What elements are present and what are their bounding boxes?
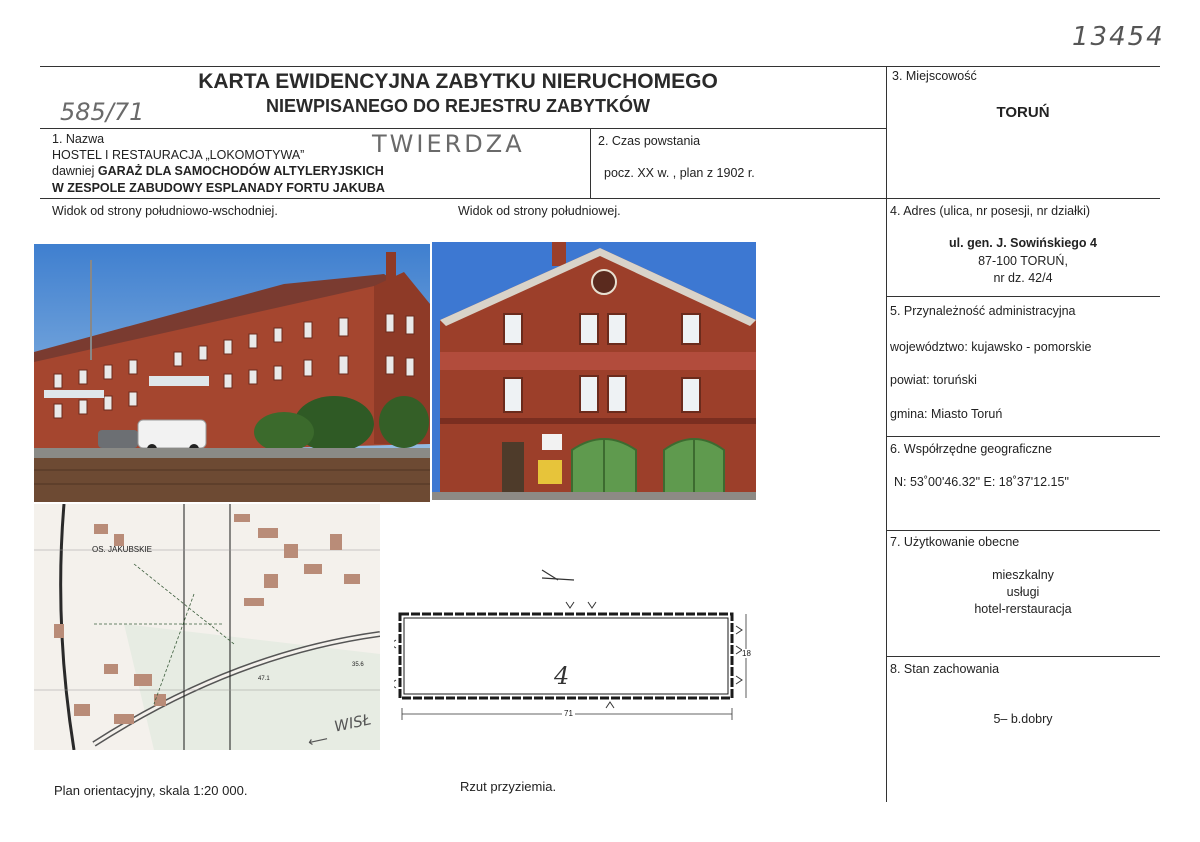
- card-title: KARTA EWIDENCYJNA ZABYTKU NIERUCHOMEGO: [198, 70, 718, 93]
- rule-below-title: [40, 128, 886, 129]
- handwritten-twierdza: TWIERDZA: [372, 130, 525, 158]
- handwritten-ref-number: 585/71: [60, 98, 145, 126]
- name-line1: HOSTEL I RESTAURACJA „LOKOMOTYWA”: [52, 148, 305, 162]
- rule-section6: [886, 436, 1160, 437]
- admin-label: 5. Przynależność administracyjna: [890, 304, 1076, 318]
- locality-value: TORUŃ: [996, 104, 1050, 121]
- name-label: 1. Nazwa: [52, 132, 105, 146]
- floorplan-building-number: 4: [554, 662, 570, 690]
- photo-right-caption: Widok od strony południowej.: [458, 204, 621, 218]
- usage-label: 7. Użytkowanie obecne: [890, 535, 1020, 549]
- map-elevation-1: 35.6: [352, 662, 364, 668]
- north-arrow-icon: [538, 568, 578, 590]
- rule-section5: [886, 296, 1160, 297]
- rule-section8: [886, 656, 1160, 657]
- condition-value: 5– b.dobry: [993, 712, 1053, 726]
- usage-line2: usługi: [1006, 585, 1040, 599]
- admin-commune: gmina: Miasto Toruń: [890, 407, 1003, 421]
- name-line3: W ZESPOLE ZABUDOWY ESPLANADY FORTU JAKUBA: [52, 181, 385, 195]
- rule-below-name: [40, 198, 1160, 199]
- time-value: pocz. XX w. , plan z 1902 r.: [604, 166, 755, 180]
- handwritten-wisla: WISŁ: [332, 710, 373, 736]
- plan-caption: Rzut przyziemia.: [460, 779, 557, 794]
- map-elevation-2: 47.1: [258, 676, 270, 682]
- rule-name-time-divider: [590, 128, 591, 198]
- name-line2-bold: GARAŻ DLA SAMOCHODÓW ALTYLERYJSKICH: [97, 164, 384, 178]
- address-line2: 87-100 TORUŃ,: [978, 254, 1068, 268]
- card-subtitle: NIEWPISANEGO DO REJESTRU ZABYTKÓW: [265, 96, 651, 116]
- geo-label: 6. Współrzędne geograficzne: [890, 442, 1052, 456]
- top-rule: [40, 66, 1160, 67]
- locality-label: 3. Miejscowość: [892, 69, 977, 83]
- map-district-label: OS. JAKUBSKIE: [92, 545, 153, 554]
- rule-right-column: [886, 66, 887, 802]
- name-line2: [52, 164, 384, 178]
- ground-floor-plan: [394, 596, 754, 720]
- address-line3: nr dz. 42/4: [993, 271, 1053, 285]
- photo-south-view: [432, 242, 756, 500]
- usage-line1: mieszkalny: [992, 568, 1054, 582]
- admin-county: powiat: toruński: [890, 373, 977, 387]
- floorplan-width-dimension: 71: [564, 709, 573, 718]
- condition-label: 8. Stan zachowania: [890, 662, 1000, 676]
- geo-value: N: 53˚00'46.32" E: 18˚37'12.15": [894, 475, 1069, 489]
- orientation-map: [34, 504, 380, 750]
- rule-section7: [886, 530, 1160, 531]
- photo-left-caption: Widok od strony południowo-wschodniej.: [52, 204, 278, 218]
- floorplan-depth-dimension: 18: [742, 649, 751, 658]
- handwritten-top-number: 13454: [1072, 22, 1165, 52]
- usage-line3: hotel-rerstauracja: [974, 602, 1072, 616]
- river-arrow-icon: ⟵: [306, 730, 330, 750]
- map-caption: Plan orientacyjny, skala 1:20 000.: [54, 783, 248, 798]
- time-label: 2. Czas powstania: [598, 134, 701, 148]
- photo-southeast-view: [34, 244, 430, 502]
- address-line1: ul. gen. J. Sowińskiego 4: [949, 236, 1097, 250]
- address-label: 4. Adres (ulica, nr posesji, nr działki): [890, 204, 1091, 218]
- name-line2-prefix: dawniej: [52, 164, 98, 178]
- admin-voivodeship: województwo: kujawsko - pomorskie: [890, 340, 1092, 354]
